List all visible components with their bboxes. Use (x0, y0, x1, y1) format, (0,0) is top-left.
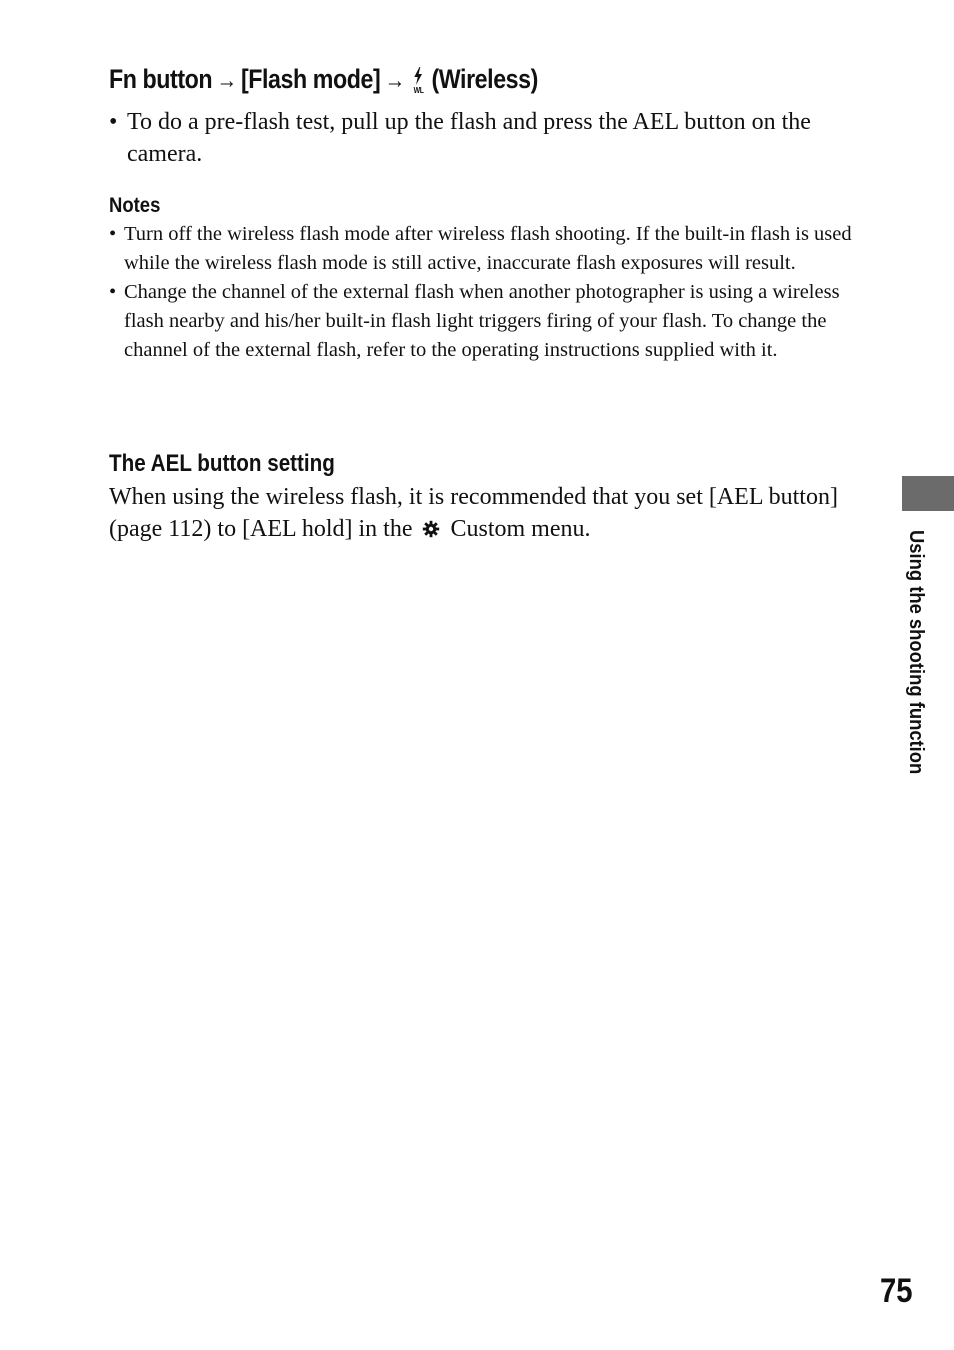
list-item (109, 220, 879, 278)
heading-fn-button: Fn button (109, 64, 213, 94)
note-text: Turn off the wireless flash mode after wireless flash shooting. If the built-in flash is used while the wireless flash mode is still active, inaccurate flash exposures will result. (124, 223, 852, 274)
bullet-mark: • (109, 281, 117, 303)
section-tab-marker (902, 476, 954, 511)
arrow-right-icon: → (216, 67, 237, 94)
section-heading (109, 64, 538, 95)
heading-wireless: (Wireless) (431, 64, 538, 94)
note-text: Change the channel of the external flash when another photographer is using a wireless flash nearby and his/her built-in flash light triggers firing of your flash. To change the channel of the external flash, refer to the operating instructions supplied with it. (124, 281, 840, 361)
list-item (109, 106, 879, 170)
bullet-mark: • (109, 223, 117, 245)
ael-text-after: Custom menu. (450, 516, 591, 542)
arrow-right-icon: → (384, 67, 405, 94)
list-item (109, 278, 879, 365)
side-section-label: Using the shooting function (905, 530, 927, 775)
intro-bullet (109, 106, 879, 170)
wireless-flash-icon (411, 64, 426, 94)
ael-text-before: When using the wireless flash, it is recommended that you set [AEL button] (page 112) to [AEL hold] in the (109, 484, 838, 542)
notes-title: Notes (109, 194, 161, 217)
page-number: 75 (880, 1272, 913, 1310)
wireless-flash-icon-label: WL (413, 85, 424, 94)
intro-text: To do a pre-flash test, pull up the flash and press the AEL button on the camera. (127, 109, 811, 167)
bullet-mark: • (109, 109, 118, 135)
heading-flash-mode: [Flash mode] (240, 64, 381, 94)
notes-list (109, 220, 879, 365)
ael-section-text (109, 481, 884, 545)
ael-section-title: The AEL button setting (109, 450, 335, 477)
custom-menu-gear-icon (422, 515, 440, 533)
